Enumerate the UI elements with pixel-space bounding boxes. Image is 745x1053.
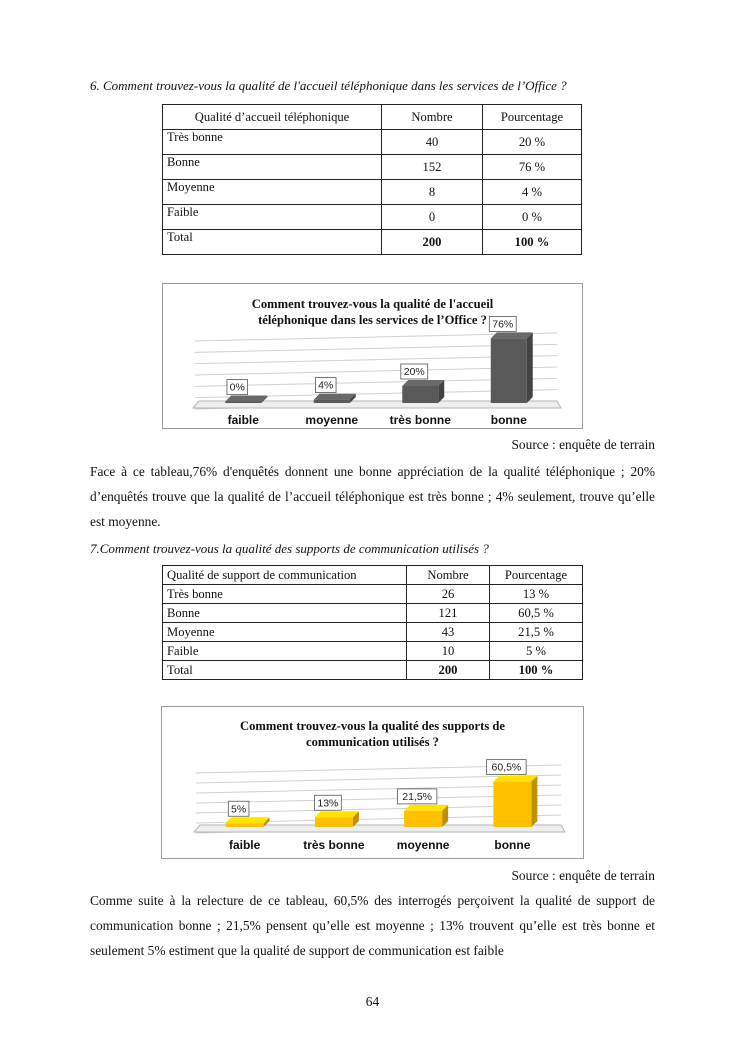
cell-count: 152 — [382, 155, 483, 180]
header-cell: Pourcentage — [490, 566, 583, 585]
cell-percent: 13 % — [490, 585, 583, 604]
header-cell: Pourcentage — [483, 105, 582, 130]
data-label: 4% — [318, 379, 334, 392]
bar-top — [404, 805, 448, 811]
cell-count: 200 — [407, 661, 490, 680]
cell-percent: 100 % — [490, 661, 583, 680]
table-row — [163, 155, 582, 180]
chart-q7 — [161, 706, 584, 859]
category-label: moyenne — [305, 413, 359, 427]
bar-side — [531, 776, 537, 827]
cell-percent: 21,5 % — [490, 623, 583, 642]
bar-top — [225, 396, 267, 402]
category-label: très bonne — [389, 413, 451, 427]
bar-side — [527, 332, 533, 403]
bar — [491, 338, 527, 403]
cell-label: Très bonne — [163, 585, 407, 604]
header-cell: Qualité de support de communication — [163, 566, 407, 585]
chart-q7-plot — [162, 707, 583, 858]
chart-title-line-1: Comment trouvez-vous la qualité des supports de — [240, 719, 505, 733]
cell-count: 8 — [382, 180, 483, 205]
chart-q6-plot — [163, 284, 582, 428]
question-7: 7.Comment trouvez-vous la qualité des supports de communication utilisés ? — [90, 541, 489, 556]
bar — [493, 782, 531, 827]
question-6: 6. Comment trouvez-vous la qualité de l'accueil téléphonique dans les services de l’Office ? — [90, 78, 567, 93]
data-label: 5% — [231, 803, 247, 816]
bar-top — [493, 776, 537, 782]
cell-percent: 20 % — [483, 130, 582, 155]
data-label: 20% — [403, 366, 425, 378]
bar — [402, 386, 438, 403]
cell-count: 43 — [407, 623, 490, 642]
source-q6: Source : enquête de terrain — [511, 437, 655, 452]
page-number: 64 — [365, 994, 380, 1009]
cell-label: Bonne — [163, 604, 407, 623]
header-cell: Nombre — [407, 566, 490, 585]
bar-top — [402, 380, 444, 386]
table-row — [163, 623, 583, 642]
cell-label: Total — [163, 230, 382, 255]
table-row — [163, 180, 582, 205]
cell-label: Bonne — [163, 155, 382, 180]
cell-percent: 0 % — [483, 205, 582, 230]
table-row-total — [163, 230, 582, 255]
cell-count: 26 — [407, 585, 490, 604]
cell-percent: 60,5 % — [490, 604, 583, 623]
cell-label: Faible — [163, 205, 382, 230]
cell-count: 121 — [407, 604, 490, 623]
table-row — [163, 130, 582, 155]
category-label: moyenne — [396, 838, 450, 852]
table-q7 — [162, 565, 583, 680]
data-label: 76% — [492, 318, 514, 331]
chart-title-line-2: téléphonique dans les services de l’Office ? — [258, 313, 487, 327]
bar — [225, 402, 261, 404]
bar-top — [491, 332, 533, 338]
cell-percent: 100 % — [483, 230, 582, 255]
bar — [404, 811, 442, 827]
bar — [314, 400, 350, 403]
table-row — [163, 604, 583, 623]
cell-label: Moyenne — [163, 180, 382, 205]
header-cell: Nombre — [382, 105, 483, 130]
data-label: 21,5% — [402, 790, 433, 803]
data-label: 60,5% — [491, 761, 522, 774]
table-q6 — [162, 104, 582, 255]
cell-percent: 5 % — [490, 642, 583, 661]
bar-top — [315, 811, 359, 817]
cell-label: Moyenne — [163, 623, 407, 642]
cell-label: Très bonne — [163, 130, 382, 155]
data-label: 13% — [317, 797, 339, 810]
chart-title-line-2: communication utilisés ? — [306, 735, 439, 749]
data-label: 0% — [229, 381, 245, 394]
category-label: bonne — [490, 413, 527, 427]
cell-label: Total — [163, 661, 407, 680]
cell-percent: 76 % — [483, 155, 582, 180]
category-label: faible — [228, 838, 261, 852]
category-label: faible — [227, 413, 259, 427]
cell-count: 200 — [382, 230, 483, 255]
bar-top — [314, 394, 356, 400]
cell-count: 40 — [382, 130, 483, 155]
table-row — [163, 205, 582, 230]
cell-percent: 4 % — [483, 180, 582, 205]
cell-count: 0 — [382, 205, 483, 230]
bar — [315, 817, 353, 827]
bar-top — [226, 817, 270, 823]
table-row-total — [163, 661, 583, 680]
header-cell: Qualité d’accueil téléphonique — [163, 105, 382, 130]
chart-q6 — [162, 283, 583, 429]
table-row — [163, 642, 583, 661]
category-label: très bonne — [303, 838, 365, 852]
source-q7: Source : enquête de terrain — [511, 868, 655, 883]
bar — [226, 823, 264, 827]
category-label: bonne — [494, 838, 531, 852]
comment-q6: Face à ce tableau,76% d'enquêtés donnent une bonne appréciation de la qualité téléphonique ; 20% d’enquêtés trouve que la qualité de l’accueil téléphonique est très bonne ; 4% seulement, trouve qu’elle est moyenne. — [90, 464, 655, 529]
cell-count: 10 — [407, 642, 490, 661]
cell-label: Faible — [163, 642, 407, 661]
chart-title-line-1: Comment trouvez-vous la qualité de l'accueil — [251, 297, 494, 311]
comment-q7: Comme suite à la relecture de ce tableau, 60,5% des interrogés perçoivent la qualité de support de communication bonne ; 21,5% pensent qu’elle est moyenne ; 13% trouvent qu’elle est très bonne et seulement 5% estiment que la qualité de support de communication est faible — [90, 893, 655, 958]
table-row — [163, 585, 583, 604]
